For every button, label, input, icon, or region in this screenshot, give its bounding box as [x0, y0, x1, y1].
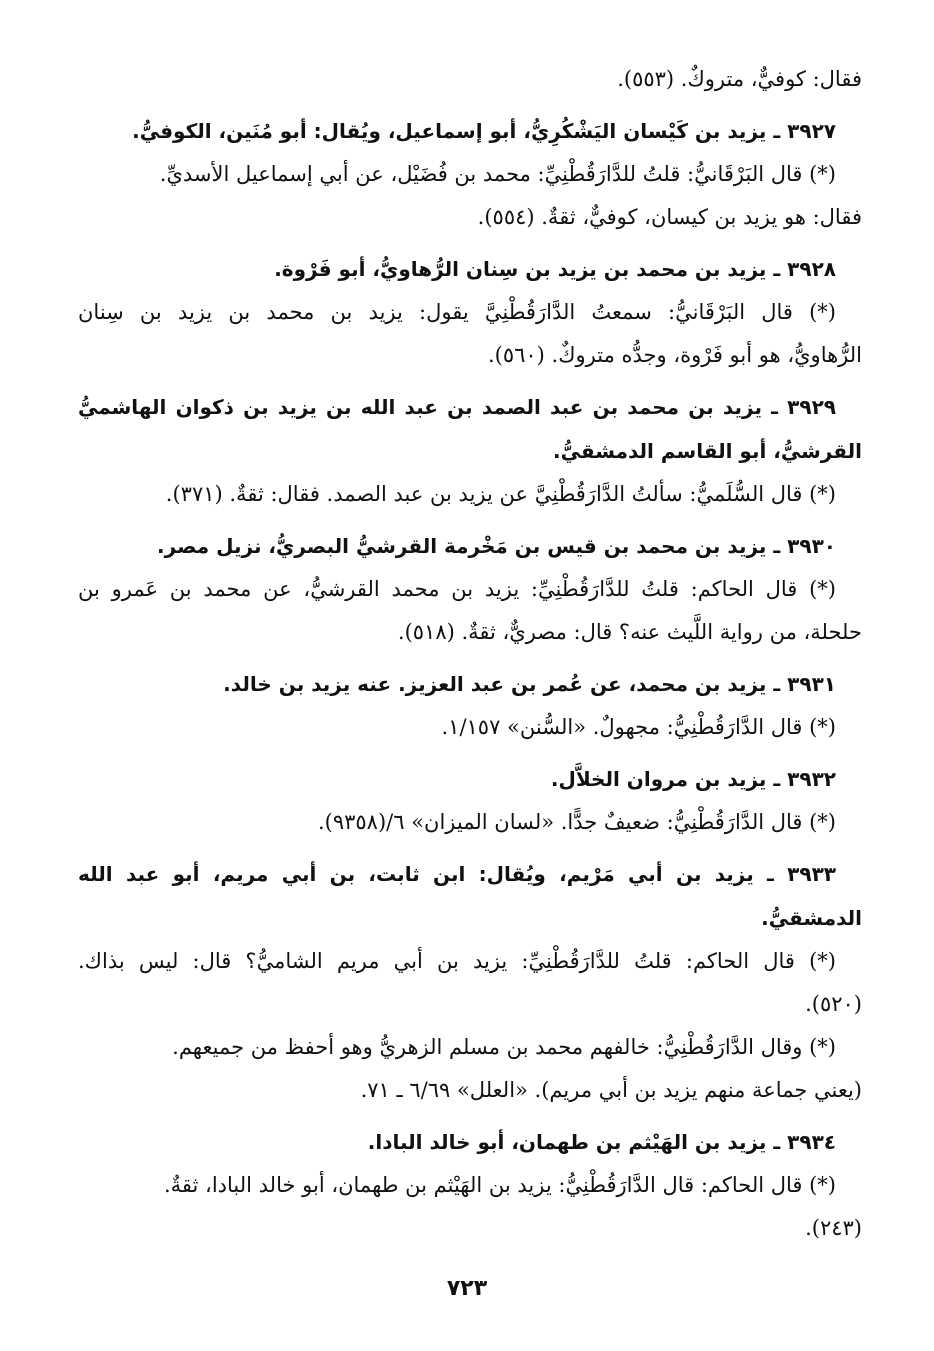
- entry-text: (*) قال الدَّارَقُطْنِيُّ: ضعيفٌ جدًّا. «لسان الميزان» ٦/(٩٣٥٨).: [317, 810, 836, 834]
- entry-heading: القرشيُّ، أبو القاسم الدمشقيُّ.: [553, 439, 862, 463]
- entry: [78, 524, 862, 654]
- entry-text: فقال: هو يزيد بن كيسان، كوفيٌّ، ثقةٌ. (٥٥٤).: [477, 205, 862, 229]
- continuation-text: فقال: كوفيٌّ، متروكٌ. (٥٥٣).: [617, 67, 862, 91]
- entry-text: (*) قال البَرْقَانيُّ: سمعتُ الدَّارَقُطْنِيَّ يقول: يزيد بن محمد بن يزيد بن سِنان: [78, 300, 836, 324]
- entry-text: (*) قال السُّلَميُّ: سألتُ الدَّارَقُطْنِيَّ عن يزيد بن عبد الصمد. فقال: ثقةٌ. (٣٧١).: [165, 482, 836, 506]
- entry-heading: ٣٩٢٧ ـ يزيد بن كَيْسان اليَشْكُرِيُّ، أبو إسماعيل، ويُقال: أبو مُنَين، الكوفيُّ.: [132, 119, 836, 143]
- entry-text: (٢٤٣).: [805, 1216, 862, 1240]
- entry-heading: ٣٩٢٩ ـ يزيد بن محمد بن عبد الصمد بن عبد الله بن يزيد بن ذكوان الهاشميُّ: [78, 395, 836, 419]
- entry-heading: الدمشقيُّ.: [761, 906, 862, 930]
- entry: [78, 662, 862, 749]
- entry: [78, 1120, 862, 1250]
- entry-text: (يعني جماعة منهم يزيد بن أبي مريم). «العلل» ٦/٦٩ ـ ٧١.: [360, 1078, 862, 1102]
- entry-note: [78, 1026, 862, 1112]
- entry: [78, 385, 862, 516]
- entry-heading: ٣٩٣٢ ـ يزيد بن مروان الخلاَّل.: [550, 767, 836, 791]
- entry-text: (٥٢٠).: [805, 992, 862, 1016]
- entry-text: الرُّهاويُّ، هو أبو فَرْوة، وجدُّه متروكٌ. (٥٦٠).: [487, 343, 862, 367]
- entry-heading: ٣٩٣١ ـ يزيد بن محمد، عن عُمر بن عبد العزيز. عنه يزيد بن خالد.: [223, 672, 836, 696]
- entry-text: (*) قال الحاكم: قلتُ للدَّارَقُطْنِيِّ: يزيد بن أبي مريم الشاميُّ؟ قال: ليس بذاك.: [78, 949, 836, 973]
- entry-heading: ٣٩٣٤ ـ يزيد بن الهَيْثم بن طهمان، أبو خالد البادا.: [367, 1130, 836, 1154]
- page-number: ٧٢٣: [446, 1276, 488, 1301]
- entry-heading: ٣٩٣٣ ـ يزيد بن أبي مَرْيم، ويُقال: ابن ثابت، بن أبي مريم، أبو عبد الله: [78, 862, 836, 886]
- entry: [78, 109, 862, 239]
- entry-text: (*) قال الدَّارَقُطْنِيُّ: مجهولٌ. «السُّنن» ١/١٥٧.: [441, 715, 836, 739]
- entry: [78, 247, 862, 377]
- entry-text: (*) قال البَرْقَانيُّ: قلتُ للدَّارَقُطْنِيِّ: محمد بن فُضَيْل، عن أبي إسماعيل الأسديِّ.: [159, 162, 836, 186]
- entry: [78, 757, 862, 844]
- entry-text: (*) وقال الدَّارَقُطْنِيُّ: خالفهم محمد بن مسلم الزهريُّ وهو أحفظ من جميعهم.: [172, 1035, 836, 1059]
- entry-text: (*) قال الحاكم: قلتُ للدَّارَقُطْنِيِّ: يزيد بن محمد القرشيُّ، عن محمد بن عَمرو بن: [78, 577, 836, 601]
- entry-heading: ٣٩٣٠ ـ يزيد بن محمد بن قيس بن مَخْرمة القرشيُّ البصريُّ، نزيل مصر.: [157, 534, 836, 558]
- entry-text: حلحلة، من رواية اللَّيث عنه؟ قال: مصريٌّ، ثقةٌ. (٥١٨).: [397, 620, 862, 644]
- entry-heading: ٣٩٢٨ ـ يزيد بن محمد بن يزيد بن سِنان الرُّهاويُّ، أبو فَرْوة.: [274, 257, 836, 281]
- entry: [78, 852, 862, 1026]
- page-body: [78, 58, 862, 1250]
- entry-text: (*) قال الحاكم: قال الدَّارَقُطْنِيُّ: يزيد بن الهَيْثم بن طهمان، أبو خالد البادا، ثقةٌ.: [163, 1173, 836, 1197]
